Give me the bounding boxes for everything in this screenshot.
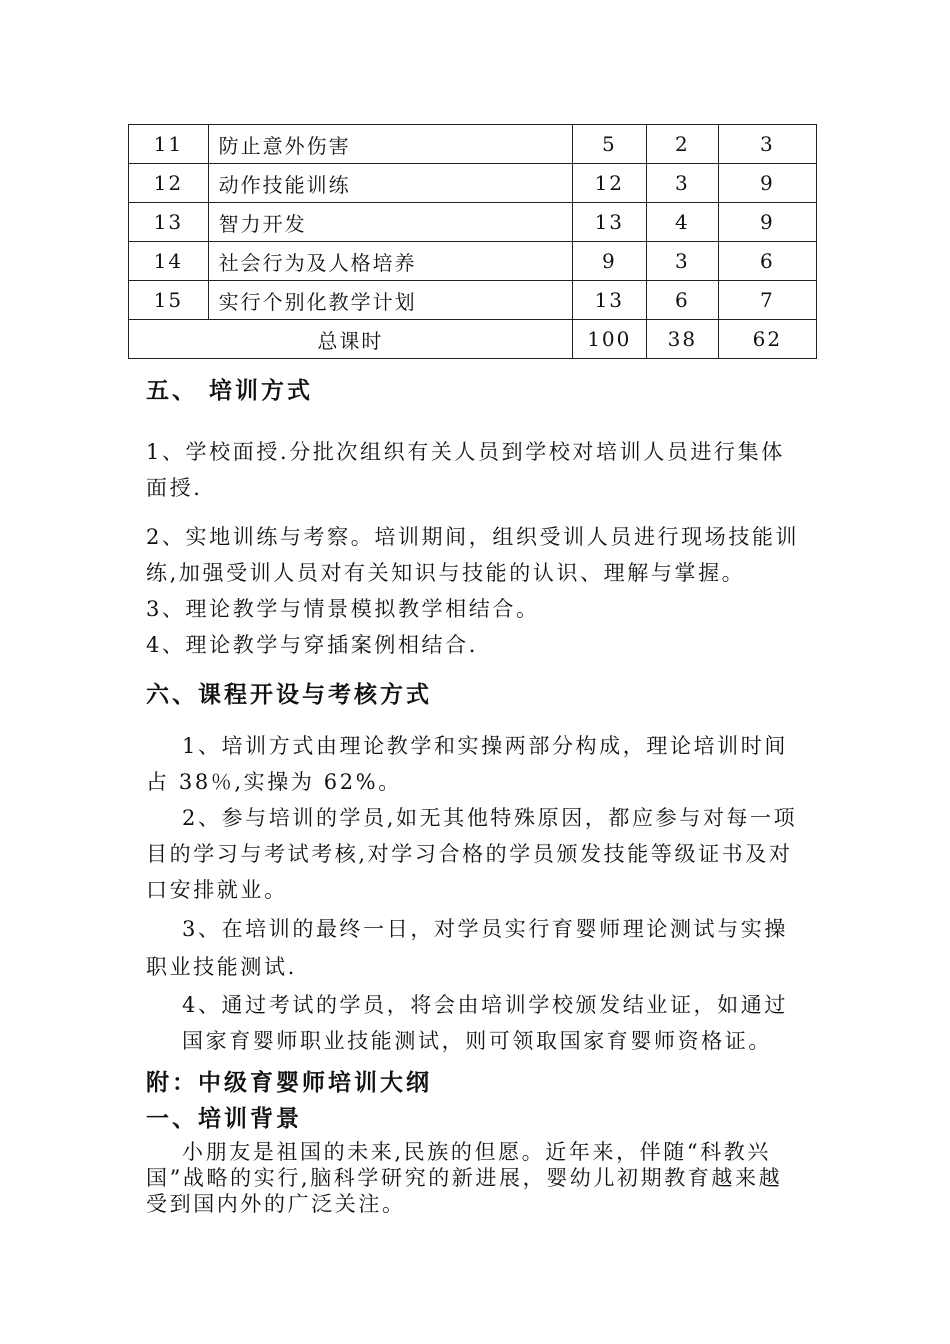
theory-hours: 3	[646, 164, 718, 203]
section-6-heading: 六、课程开设与考核方式	[146, 682, 432, 708]
section-6-paragraph-3-line-2: 职业技能测试.	[146, 955, 297, 979]
section-6-paragraph-2-line-3: 口安排就业。	[146, 878, 288, 902]
practice-hours: 6	[718, 242, 816, 281]
theory-hours: 4	[646, 203, 718, 242]
background-paragraph-line-3: 受到国内外的广泛关注。	[146, 1192, 406, 1216]
section-5-paragraph-3: 3、理论教学与情景模拟教学相结合。	[146, 597, 540, 621]
sum-theory-hours: 38	[646, 320, 718, 359]
total-hours: 5	[572, 125, 646, 164]
section-6-paragraph-1-line-2: 占 38％,实操为 62%。	[146, 770, 402, 794]
total-hours: 13	[572, 281, 646, 320]
row-number: 11	[129, 125, 209, 164]
total-hours: 13	[572, 203, 646, 242]
practice-hours: 9	[718, 164, 816, 203]
section-5-paragraph-2-line-2: 练,加强受训人员对有关知识与技能的认识、理解与掌握。	[146, 561, 746, 585]
theory-hours: 3	[646, 242, 718, 281]
background-paragraph-line-2: 国”战略的实行,脑科学研究的新进展，婴幼儿初期教育越来越	[146, 1166, 783, 1190]
total-hours: 12	[572, 164, 646, 203]
section-6-paragraph-4-line-2: 国家育婴师职业技能测试，则可领取国家育婴师资格证。	[182, 1029, 772, 1053]
section-5-heading: 五、 培训方式	[146, 378, 314, 404]
section-6-paragraph-2-line-2: 目的学习与考试考核,对学习合格的学员颁发技能等级证书及对	[146, 842, 793, 866]
course-name: 智力开发	[208, 203, 572, 242]
sum-total-hours: 100	[572, 320, 646, 359]
table-row	[129, 281, 817, 320]
section-5-paragraph-1-line-1: 1、学校面授.分批次组织有关人员到学校对培训人员进行集体	[146, 440, 785, 464]
practice-hours: 3	[718, 125, 816, 164]
section-5-paragraph-2-line-1: 2、实地训练与考察。培训期间，组织受训人员进行现场技能训	[146, 525, 800, 549]
row-number: 12	[129, 164, 209, 203]
table-row	[129, 125, 817, 164]
table-row	[129, 203, 817, 242]
practice-hours: 9	[718, 203, 816, 242]
course-name: 动作技能训练	[208, 164, 572, 203]
total-hours-label: 总课时	[129, 320, 573, 359]
section-6-paragraph-1-line-1: 1、培训方式由理论教学和实操两部分构成，理论培训时间	[182, 734, 788, 758]
row-number: 14	[129, 242, 209, 281]
course-name: 社会行为及人格培养	[208, 242, 572, 281]
row-number: 15	[129, 281, 209, 320]
section-6-paragraph-4-line-1: 4、通过考试的学员，将会由培训学校颁发结业证，如通过	[182, 993, 788, 1017]
sum-practice-hours: 62	[718, 320, 816, 359]
practice-hours: 7	[718, 281, 816, 320]
total-hours: 9	[572, 242, 646, 281]
section-6-paragraph-2-line-1: 2、参与培训的学员,如无其他特殊原因，都应参与对每一项	[182, 806, 798, 830]
course-name: 防止意外伤害	[208, 125, 572, 164]
background-paragraph-line-1: 小朋友是祖国的未来,民族的但愿。近年来，伴随“科教兴	[182, 1140, 772, 1164]
appendix-heading: 附：中级育婴师培训大纲	[146, 1070, 432, 1096]
row-number: 13	[129, 203, 209, 242]
theory-hours: 6	[646, 281, 718, 320]
section-5-paragraph-1-line-2: 面授.	[146, 476, 203, 500]
table-row	[129, 242, 817, 281]
course-hours-table	[128, 124, 817, 359]
section-5-paragraph-4: 4、理论教学与穿插案例相结合.	[146, 633, 479, 657]
table-row	[129, 164, 817, 203]
appendix-sub-heading: 一、培训背景	[146, 1106, 302, 1132]
theory-hours: 2	[646, 125, 718, 164]
course-name: 实行个别化教学计划	[208, 281, 572, 320]
section-6-paragraph-3-line-1: 3、在培训的最终一日，对学员实行育婴师理论测试与实操	[182, 917, 788, 941]
table-summary-row	[129, 320, 817, 359]
